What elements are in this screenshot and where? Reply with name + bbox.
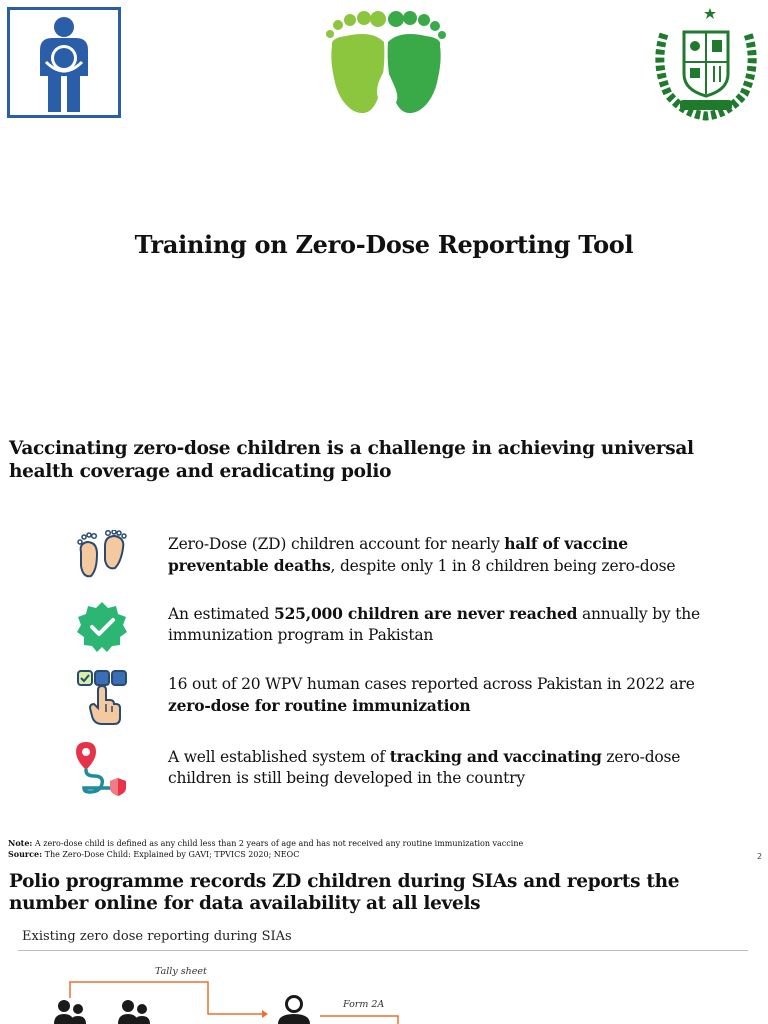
flow-connector xyxy=(70,982,262,1014)
reporting-flow-diagram xyxy=(0,960,768,1024)
divider xyxy=(18,950,748,951)
flow-connector xyxy=(320,1016,398,1024)
hand-select-icon xyxy=(76,668,130,730)
point-never-reached: An estimated 525,000 children are never reached annually by the immunization program in Pakistan xyxy=(168,604,700,644)
slide-subheading: Existing zero dose reporting during SIAs xyxy=(22,929,292,944)
child-health-logo xyxy=(7,7,121,118)
flow-label-form-2a: Form 2A xyxy=(343,999,385,1010)
point-tracking-system: A well established system of tracking and vaccinating zero-dose children is still being developed in the country xyxy=(168,747,681,787)
supervisor-person-icon xyxy=(278,995,310,1024)
verified-badge-icon xyxy=(76,601,128,657)
government-emblem xyxy=(650,4,762,124)
route-pin-icon xyxy=(74,740,130,800)
footnote: Note: A zero-dose child is defined as any child less than 2 years of age and has not received any routine immunization vaccine Source: The Zero-Dose Child: Explained by GAVI; TPVICS 2020; NEOC xyxy=(8,838,524,859)
page-number: 2 xyxy=(757,852,763,861)
page-title: Training on Zero-Dose Reporting Tool xyxy=(134,230,634,259)
point-wpv-cases: 16 out of 20 WPV human cases reported across Pakistan in 2022 are zero-dose for routine immunization xyxy=(168,675,695,715)
flow-label-tally-sheet: Tally sheet xyxy=(155,966,207,977)
slide-heading: Vaccinating zero-dose children is a challenge in achieving universal health coverage and eradicating polio xyxy=(9,438,694,482)
footprints-logo xyxy=(322,10,450,122)
team-people-icon xyxy=(54,1000,86,1024)
team-people-icon xyxy=(118,1000,150,1024)
point-zero-dose-deaths: Zero-Dose (ZD) children account for nearly half of vaccine preventable deaths, despite only 1 in 8 children being zero-dose xyxy=(168,534,676,575)
slide-heading-reporting: Polio programme records ZD children during SIAs and reports the number online for data availability at all levels xyxy=(9,871,680,914)
baby-feet-icon xyxy=(75,530,129,584)
